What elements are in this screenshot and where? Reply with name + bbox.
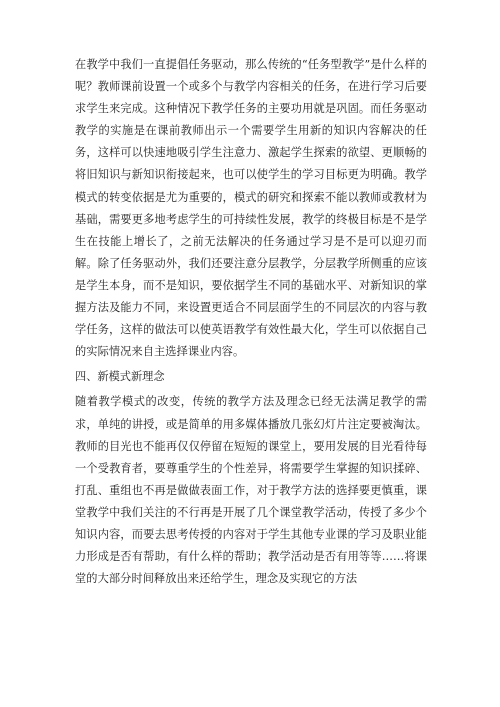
document-page: [75, 54, 427, 590]
section-heading: 四、新模式新理念: [75, 370, 165, 384]
body-paragraph-1: 在教学中我们一直提倡任务驱动，那么传统的“任务型教学”是什么样的呢？教师课前设置一个或多个与教学内容相关的任务，在进行学习后要求学生来完成。这种情况下教学任务的主要功用就是巩固。而任务驱动教学的实施是在课前教师出示一个需要学生用新的知识内容解决的任务，这样可以快速地吸引学生注意力、激起学生探索的欲望、更顺畅的将旧知识与新知识衔接起来，也可以使学生的学习目标更为明确。教学模式的转变依据是尤为重要的，模式的研究和探索不能以教师或教材为基础，需要更多地考虑学生的可持续性发展，教学的终极目标是不是学生在技能上增长了，之前无法解决的任务通过学习是不是可以迎刃而解。除了任务驱动外，我们还要注意分层教学，分层教学所侧重的应该是学生本身，而不是知识，要依据学生不同的基础水平、对新知识的掌握方法及能力不同，来设置更适合不同层面学生的不同层次的内容与教学任务，这样的做法可以使英语教学有效性最大化，学生可以依据自己的实际情况来自主选择课业内容。: [75, 58, 427, 359]
body-paragraph-2: 随着教学模式的改变，传统的教学方法及理念已经无法满足教学的需求，单纯的讲授，或是简单的用多媒体播放几张幻灯片注定要被淘汰。教师的目光也不能再仅仅停留在短短的课堂上，要用发展的目光看待每一个受教育者，要尊重学生的个性差异，将需要学生掌握的知识揉碎、打乱、重组也不再是做做表面工作，对于教学方法的选择要更慎重，课堂教学中我们关注的不行再是开展了几个课堂教学活动，传授了多少个知识内容，而要去思考传授的内容对于学生其他专业课的学习及职业能力形成是否有帮助，有什么样的帮助；教学活动是否有用等等……将课堂的大部分时间释放出来还给学生，理念及实现它的方法: [75, 395, 427, 586]
